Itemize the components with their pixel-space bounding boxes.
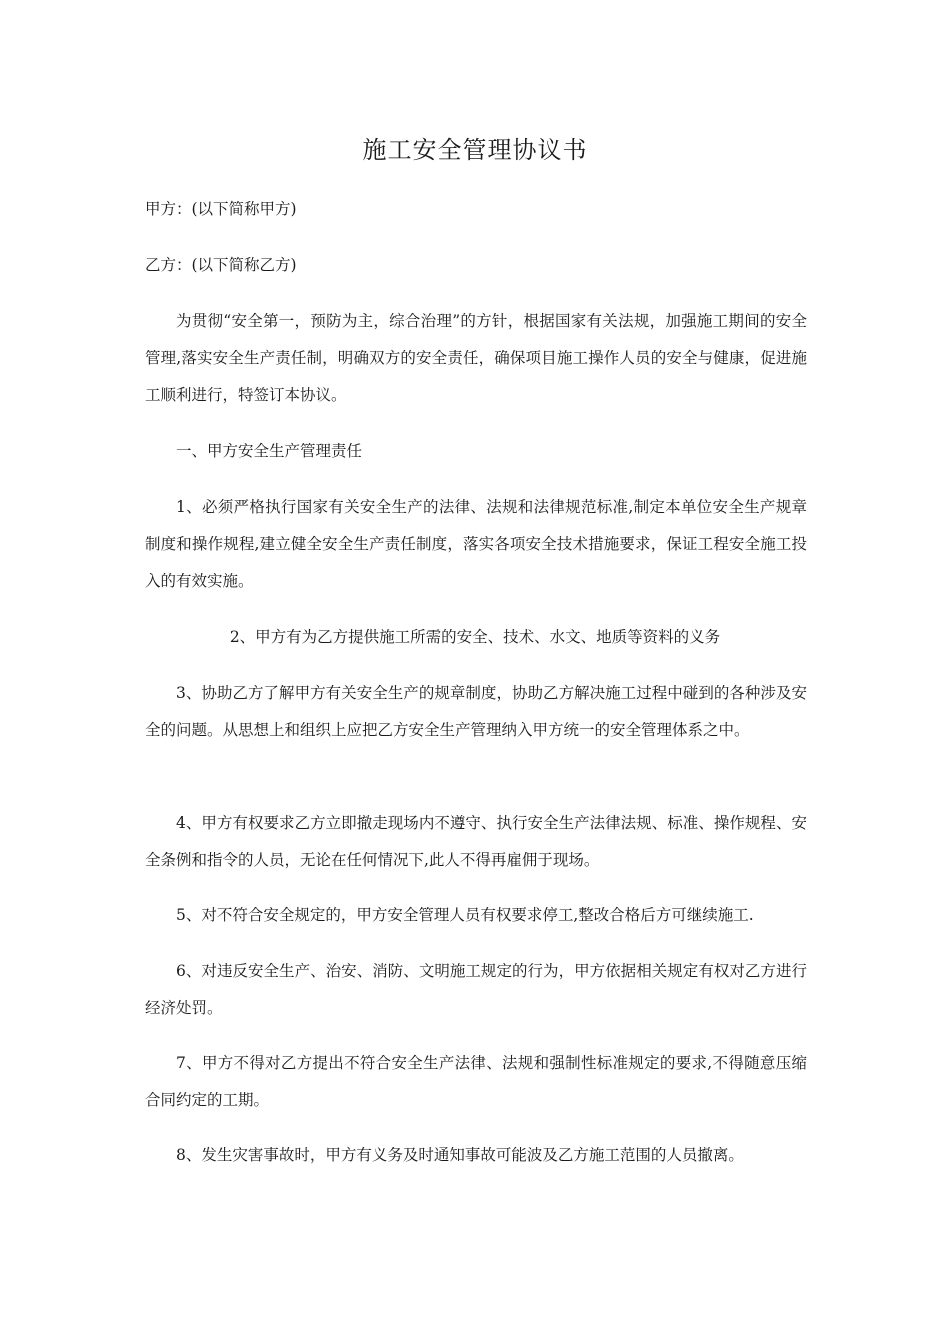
preamble-paragraph: 为贯彻“安全第一，预防为主，综合治理”的方针，根据国家有关法规，加强施工期间的安全管理,落实安全生产责任制，明确双方的安全责任，确保项目施工操作人员的安全与健康，促进施工顺利进行，特签订本协议。 — [145, 312, 807, 404]
clause-4: 4、甲方有权要求乙方立即撤走现场内不遵守、执行安全生产法律法规、标准、操作规程、安全条例和指令的人员，无论在任何情况下,此人不得再雇佣于现场。 — [145, 814, 807, 869]
clause-7: 7、甲方不得对乙方提出不符合安全生产法律、法规和强制性标准规定的要求,不得随意压缩合同约定的工期。 — [145, 1054, 807, 1109]
clause-2: 2、甲方有为乙方提供施工所需的安全、技术、水文、地质等资料的义务 — [229, 628, 721, 646]
clause-8: 8、发生灾害事故时，甲方有义务及时通知事故可能波及乙方施工范围的人员撤离。 — [176, 1146, 744, 1164]
clause-5: 5、对不符合安全规定的，甲方安全管理人员有权要求停工,整改合格后方可继续施工. — [176, 906, 754, 924]
clause-6: 6、对违反安全生产、治安、消防、文明施工规定的行为，甲方依据相关规定有权对乙方进行经济处罚。 — [145, 962, 807, 1017]
party-b-line: 乙方：(以下简称乙方) — [145, 256, 297, 274]
clause-1: 1、必须严格执行国家有关安全生产的法律、法规和法律规范标准,制定本单位安全生产规章制度和操作规程,建立健全安全生产责任制度，落实各项安全技术措施要求，保证工程安全施工投入的有效实施。 — [145, 498, 807, 590]
document-title: 施工安全管理协议书 — [362, 136, 588, 164]
section-heading: 一、甲方安全生产管理责任 — [176, 442, 363, 460]
party-a-line: 甲方：(以下简称甲方) — [145, 200, 297, 218]
clause-3: 3、协助乙方了解甲方有关安全生产的规章制度，协助乙方解决施工过程中碰到的各种涉及安全的问题。从思想上和组织上应把乙方安全生产管理纳入甲方统一的安全管理体系之中。 — [145, 684, 807, 739]
